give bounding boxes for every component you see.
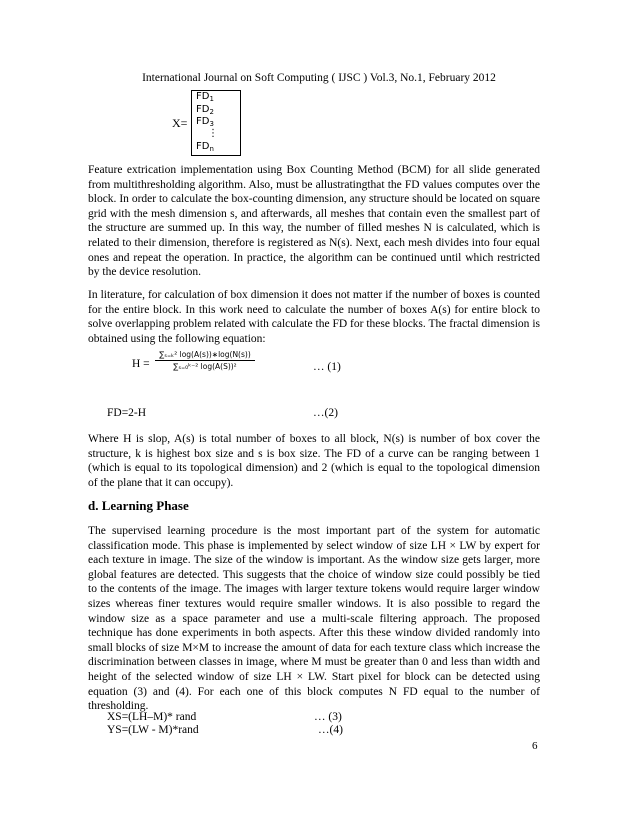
section-heading: d. Learning Phase [88,498,189,513]
equation-4-tag: …(4) [318,724,343,736]
equation-3-tag: … (3) [314,711,342,723]
matrix-label: X= [172,116,188,130]
matrix-entry: $FD_n$ [196,141,214,153]
equation-4: YS=(LW - M)*rand [107,724,199,736]
paragraph-definitions: Where H is slop, A(s) is total number of boxes to all block, N(s) is number of box cover the structure, k is highest box size and s is box size. The FD of a curve can be ranging between 1 (which is equal to its topological dimension) and 2 (which is equal to the topological dimension of the plane that it can occupy). [88,433,540,489]
equation-1-fraction [155,350,255,371]
paragraph-learning: The supervised learning procedure is the most important part of the system for automatic classification mode. This phase is implemented by select window of size LH × LW by expert for each texture in image. The size of the window is important. As the window size gets larger, more global features are detected. This suggests that the choice of window size could possibly be tied to the contents of the image. The images with larger texture tokens would require larger window sizes whereas finer textures would require smaller windows. It is also possible to regard the window size as a space parameter and use a multi-scale filtering approach. The proposed technique has done experiments in both aspects. After this these window divided randomly into small blocks of size M×M to increase the amount of data for each texture class which increase the discrimination between classes in image, where M must be greater than 0 and less than width and height of the selected window of size LH × LW. Start pixel for block can be detected using equation (3) and (4). For each one of this block computes N FD equal to the number of thresholding. [88,525,540,713]
page-number: 6 [532,740,538,752]
matrix-entries [196,91,218,154]
equation-1-tag: … (1) [313,361,341,373]
matrix-vdots: ⋮ [208,127,218,139]
equation-1-denominator: ∑ₛ₌₀ᵏ⁻² log(A(S))² [173,362,237,371]
equation-3: XS=(LH–M)* rand [107,711,197,723]
matrix-entry: $FD_2$ [196,103,214,116]
paragraph-bcm: Feature extrication implementation using Box Counting Method (BCM) for all slide generated from multithresholding algorithm. Also, must be allustratingthat the FD values computes over the block. In order to calculate the box-counting dimension, any structure should be located on square grid with the mesh dimension s, and afterwards, all meshes that contain even the smallest part of the structure are summed up. In this way, the number of filled meshes N is calculated, which is related to their dimension, therefore is registered as N(s). Next, each mesh divides into four equal ones and repeat the operation. In practice, the algorithm can be continued until which restricted by the device resolution. [88,164,540,279]
matrix-entry: $FD_1$ [196,91,214,103]
equation-1-numerator: ∑ₛ₌ₖ² log(A(s))∗log(N(s)) [155,350,255,361]
equation-2: FD=2-H [107,407,147,419]
paragraph-literature: In literature, for calculation of box dimension it does not matter if the number of boxes is counted for the entire block. In this work need to calculate the number of boxes A(s) for entire block to solve overlapping problem related with calculate the FD for these blocks. The fractal dimension is obtained using the following equation: [88,289,540,345]
running-header: International Journal on Soft Computing ( IJSC ) Vol.3, No.1, February 2012 [142,72,496,84]
equation-1-lhs: H = [132,358,150,370]
equation-2-tag: …(2) [313,407,338,419]
matrix-entry: $FD_3$ [196,116,214,128]
